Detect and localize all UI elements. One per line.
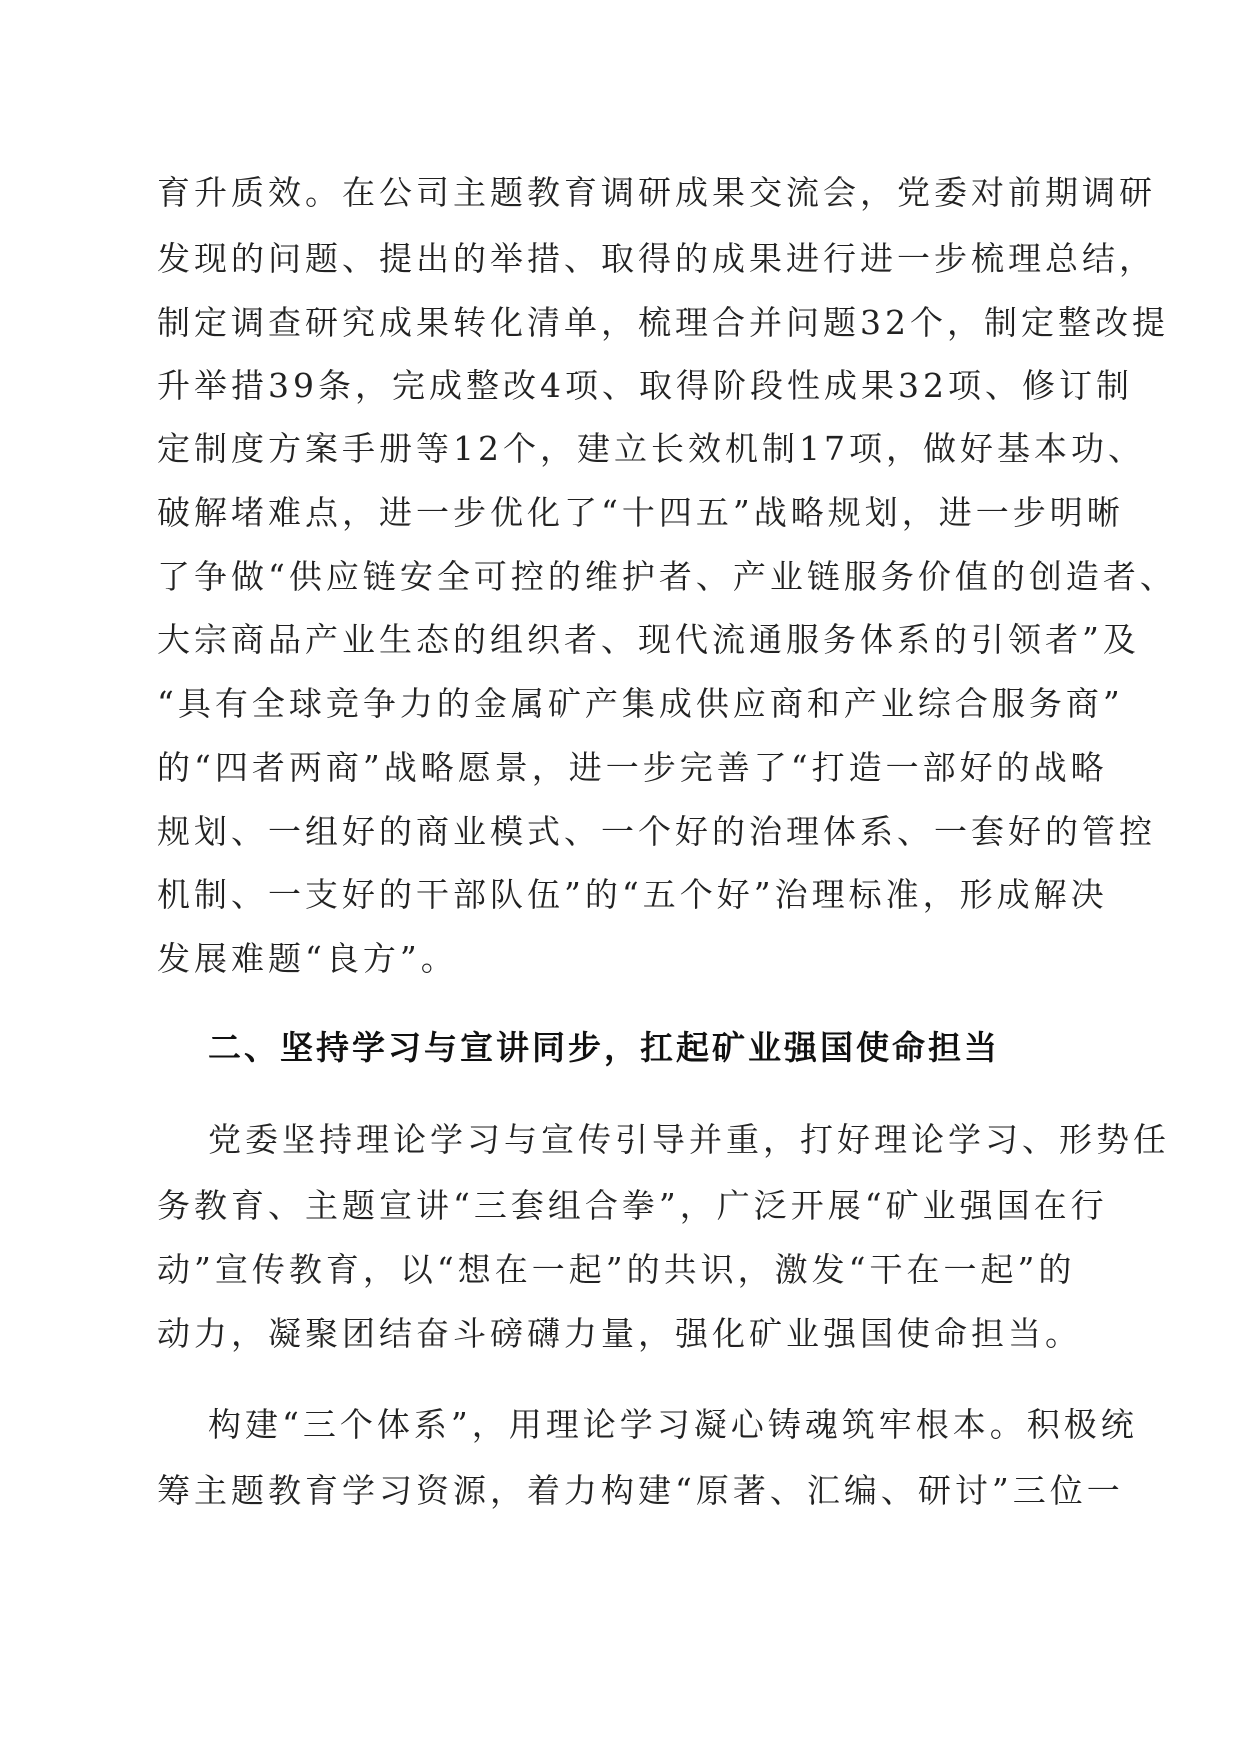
- paragraph-1-line-2: 发现的问题、提出的举措、取得的成果进行进一步梳理总结，: [157, 239, 1156, 278]
- paragraph-2-line-4: 动力，凝聚团结奋斗磅礴力量，强化矿业强国使命担当。: [157, 1314, 1082, 1353]
- paragraph-1-line-4: 升举措39条，完成整改4项、取得阶段性成果32项、修订制: [157, 366, 1133, 405]
- paragraph-2-line-2: 务教育、主题宣讲“三套组合拳”，广泛开展“矿业强国在行: [157, 1186, 1108, 1225]
- section-heading: 二、坚持学习与宣讲同步，扛起矿业强国使命担当: [208, 1028, 1000, 1067]
- paragraph-1-line-3: 制定调查研究成果转化清单，梳理合并问题32个，制定整改提: [157, 303, 1169, 342]
- paragraph-2-line-3: 动”宣传教育，以“想在一起”的共识，激发“干在一起”的: [157, 1250, 1076, 1289]
- paragraph-1-line-11: 规划、一组好的商业模式、一个好的治理体系、一套好的管控: [157, 812, 1156, 851]
- paragraph-1-line-10: 的“四者两商”战略愿景，进一步完善了“打造一部好的战略: [157, 748, 1108, 787]
- paragraph-1-line-13: 发展难题“良方”。: [157, 939, 458, 978]
- paragraph-1-line-9: “具有全球竞争力的金属矿产集成供应商和产业综合服务商”: [157, 684, 1124, 723]
- paragraph-1-line-12: 机制、一支好的干部队伍”的“五个好”治理标准，形成解决: [157, 875, 1108, 914]
- paragraph-1-line-5: 定制度方案手册等12个，建立长效机制17项，做好基本功、: [157, 429, 1145, 468]
- paragraph-2-line-1: 党委坚持理论学习与宣传引导并重，打好理论学习、形势任: [208, 1120, 1170, 1159]
- paragraph-1-line-8: 大宗商品产业生态的组织者、现代流通服务体系的引领者”及: [157, 620, 1140, 659]
- paragraph-3-line-2: 筹主题教育学习资源，着力构建“原著、汇编、研讨”三位一: [157, 1471, 1124, 1510]
- paragraph-3-line-1: 构建“三个体系”，用理论学习凝心铸魂筑牢根本。积极统: [208, 1405, 1138, 1444]
- paragraph-1-line-6: 破解堵难点，进一步优化了“十四五”战略规划，进一步明晰: [157, 493, 1124, 532]
- paragraph-1-line-1: 育升质效。在公司主题教育调研成果交流会，党委对前期调研: [157, 173, 1156, 212]
- paragraph-1-line-7: 了争做“供应链安全可控的维护者、产业链服务价值的创造者、: [157, 557, 1177, 596]
